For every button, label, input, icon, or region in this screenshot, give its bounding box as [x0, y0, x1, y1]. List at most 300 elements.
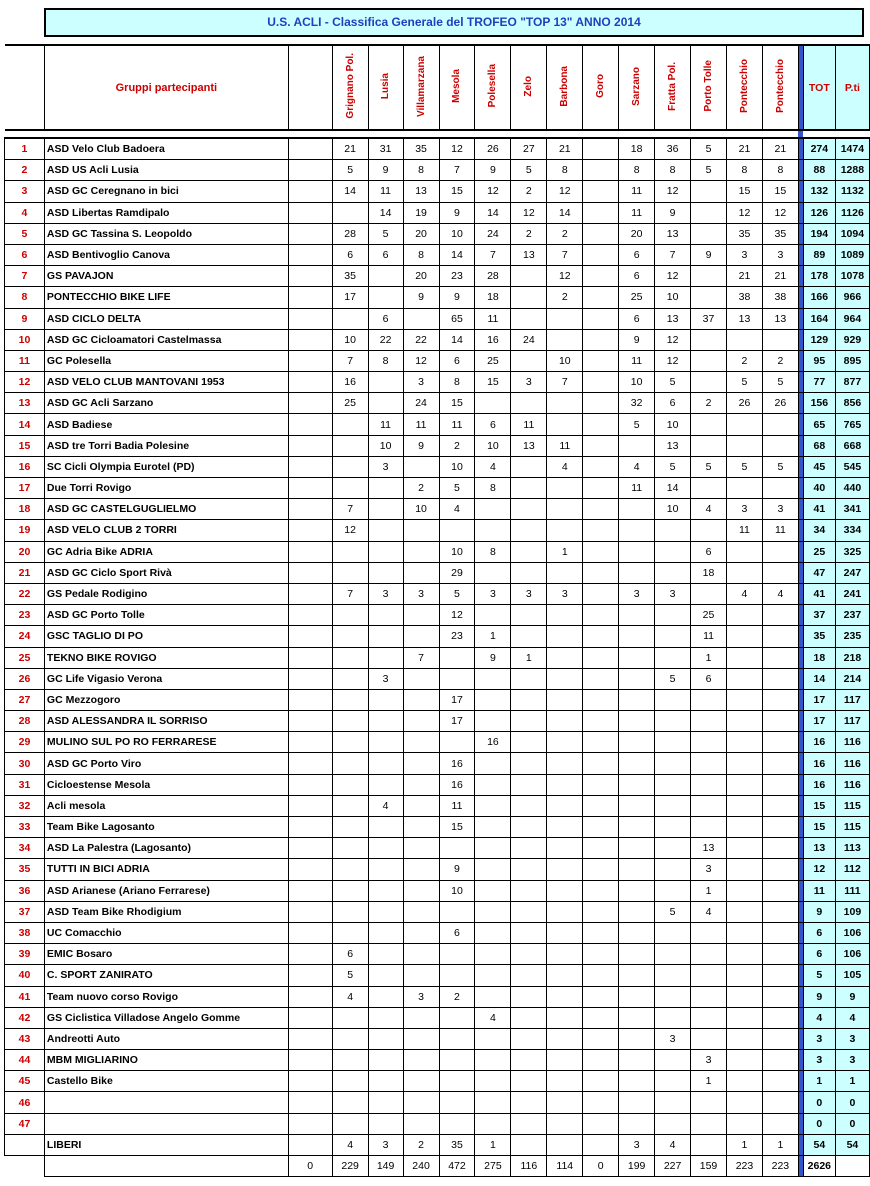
rank-cell: 23: [5, 605, 45, 626]
score-cell: 11: [439, 795, 475, 816]
points-cell: 765: [835, 414, 869, 435]
score-cell: [368, 753, 403, 774]
table-row: [5, 583, 870, 604]
score-cell: [368, 1028, 403, 1049]
team-name: ASD Bentivoglio Canova: [44, 244, 288, 265]
score-cell: [583, 562, 619, 583]
spacer-cell: [332, 130, 368, 138]
points-cell: 325: [835, 541, 869, 562]
score-cell: 21: [332, 138, 368, 160]
points-cell: 0: [835, 1092, 869, 1113]
score-cell: 4: [332, 986, 368, 1007]
score-cell: 9: [475, 160, 511, 181]
score-cell: 7: [403, 647, 439, 668]
table-row: [5, 1050, 870, 1071]
score-cell: [762, 1050, 798, 1071]
score-cell: [583, 901, 619, 922]
total-cell: 164: [803, 308, 835, 329]
score-cell: 12: [403, 350, 439, 371]
score-cell: [583, 859, 619, 880]
score-cell: 12: [547, 266, 583, 287]
header-row: [5, 45, 870, 130]
race-name: Lusia: [380, 72, 392, 100]
score-cell: [547, 393, 583, 414]
race-header: [619, 45, 655, 130]
score-cell: 14: [439, 329, 475, 350]
score-cell: 16: [332, 372, 368, 393]
score-cell: [691, 287, 727, 308]
total-cell: 274: [803, 138, 835, 160]
total-cell: 12: [803, 859, 835, 880]
points-cell: 668: [835, 435, 869, 456]
score-cell: [583, 668, 619, 689]
score-cell: [403, 1092, 439, 1113]
rank-cell: 20: [5, 541, 45, 562]
score-cell: 4: [475, 456, 511, 477]
score-cell: 3: [655, 583, 691, 604]
score-cell: 32: [619, 393, 655, 414]
score-cell: 4: [655, 1134, 691, 1155]
score-cell: [439, 1050, 475, 1071]
score-cell: [511, 520, 547, 541]
score-cell: [475, 774, 511, 795]
column-total: 114: [547, 1156, 583, 1177]
score-cell: [403, 944, 439, 965]
score-cell: [726, 626, 762, 647]
rank-cell: 8: [5, 287, 45, 308]
table-row: [5, 901, 870, 922]
score-cell: 1: [762, 1134, 798, 1155]
points-cell: 4: [835, 1007, 869, 1028]
score-cell: 5: [655, 372, 691, 393]
score-cell: [475, 1050, 511, 1071]
column-total: 240: [403, 1156, 439, 1177]
race-name: Goro: [595, 74, 607, 98]
points-cell: 1: [835, 1071, 869, 1092]
points-cell: 105: [835, 965, 869, 986]
team-name: ASD La Palestra (Lagosanto): [44, 838, 288, 859]
score-cell: [762, 1113, 798, 1134]
score-cell: 5: [691, 138, 727, 160]
score-cell: [403, 901, 439, 922]
team-name: Team Bike Lagosanto: [44, 817, 288, 838]
total-cell: 178: [803, 266, 835, 287]
total-cell: 41: [803, 583, 835, 604]
total-cell: 16: [803, 774, 835, 795]
total-cell: 37: [803, 605, 835, 626]
empty-cell: [288, 711, 332, 732]
score-cell: 3: [511, 583, 547, 604]
total-cell: 3: [803, 1028, 835, 1049]
score-cell: 14: [475, 202, 511, 223]
score-cell: [475, 1028, 511, 1049]
score-cell: 6: [619, 266, 655, 287]
team-name: GSC TAGLIO DI PO: [44, 626, 288, 647]
score-cell: [655, 520, 691, 541]
score-cell: [691, 1134, 727, 1155]
score-cell: [583, 711, 619, 732]
race-header: [583, 45, 619, 130]
score-cell: [691, 1028, 727, 1049]
score-cell: 6: [619, 244, 655, 265]
score-cell: 3: [368, 583, 403, 604]
score-cell: [547, 562, 583, 583]
score-cell: [511, 393, 547, 414]
score-cell: 2: [547, 287, 583, 308]
score-cell: [619, 1028, 655, 1049]
total-cell: 88: [803, 160, 835, 181]
score-cell: [511, 541, 547, 562]
points-cell: 235: [835, 626, 869, 647]
score-cell: [547, 732, 583, 753]
total-cell: 16: [803, 732, 835, 753]
race-name: Polesella: [487, 64, 499, 108]
empty-cell: [288, 1113, 332, 1134]
table-row: [5, 1092, 870, 1113]
score-cell: [655, 605, 691, 626]
team-name: LIBERI: [44, 1134, 288, 1155]
score-cell: 25: [332, 393, 368, 414]
table-row: [5, 138, 870, 160]
race-name: Barbona: [559, 65, 571, 107]
rank-cell: 33: [5, 817, 45, 838]
score-cell: [655, 880, 691, 901]
spacer-cell: [475, 130, 511, 138]
score-cell: 2: [439, 986, 475, 1007]
score-cell: [583, 880, 619, 901]
rank-cell: 1: [5, 138, 45, 160]
score-cell: [511, 859, 547, 880]
score-cell: [511, 838, 547, 859]
points-cell: 3: [835, 1028, 869, 1049]
score-cell: [583, 732, 619, 753]
rank-cell: 29: [5, 732, 45, 753]
table-row: [5, 711, 870, 732]
score-cell: 3: [726, 499, 762, 520]
table-row: [5, 838, 870, 859]
score-cell: [762, 795, 798, 816]
score-cell: 35: [332, 266, 368, 287]
empty-cell: [288, 1092, 332, 1113]
rank-cell: 13: [5, 393, 45, 414]
score-cell: [403, 880, 439, 901]
score-cell: [655, 838, 691, 859]
score-cell: 10: [655, 287, 691, 308]
score-cell: [547, 1134, 583, 1155]
score-cell: 35: [439, 1134, 475, 1155]
race-header: [511, 45, 547, 130]
score-cell: [475, 1092, 511, 1113]
score-cell: [619, 668, 655, 689]
score-cell: [547, 478, 583, 499]
score-cell: [511, 499, 547, 520]
score-cell: 9: [403, 435, 439, 456]
score-cell: 29: [439, 562, 475, 583]
header-spacer: [5, 45, 45, 130]
score-cell: 15: [475, 372, 511, 393]
score-cell: 4: [691, 901, 727, 922]
spacer-cell: [511, 130, 547, 138]
score-cell: [332, 541, 368, 562]
score-cell: 35: [762, 223, 798, 244]
score-cell: 11: [368, 414, 403, 435]
score-cell: [511, 1092, 547, 1113]
score-cell: [511, 1071, 547, 1092]
team-name: GC Adria Bike ADRIA: [44, 541, 288, 562]
total-cell: 14: [803, 668, 835, 689]
score-cell: [619, 859, 655, 880]
score-cell: [691, 795, 727, 816]
points-cell: 112: [835, 859, 869, 880]
points-cell: 877: [835, 372, 869, 393]
score-cell: [655, 965, 691, 986]
score-cell: [368, 944, 403, 965]
totals-row: [5, 1156, 870, 1177]
score-cell: 10: [439, 541, 475, 562]
score-cell: 13: [726, 308, 762, 329]
score-cell: [332, 711, 368, 732]
score-cell: 5: [691, 456, 727, 477]
total-cell: 156: [803, 393, 835, 414]
score-cell: [691, 329, 727, 350]
score-cell: [619, 626, 655, 647]
total-cell: 25: [803, 541, 835, 562]
score-cell: 6: [368, 244, 403, 265]
team-name: ASD GC Ciclo Sport Rivà: [44, 562, 288, 583]
points-cell: 115: [835, 817, 869, 838]
score-cell: [368, 499, 403, 520]
score-cell: 7: [475, 244, 511, 265]
score-cell: [726, 753, 762, 774]
race-header: [547, 45, 583, 130]
score-cell: [368, 393, 403, 414]
score-cell: [403, 859, 439, 880]
score-cell: 3: [368, 456, 403, 477]
score-cell: [511, 711, 547, 732]
standings-table: [4, 44, 870, 1177]
score-cell: 5: [439, 478, 475, 499]
score-cell: [726, 689, 762, 710]
score-cell: 6: [439, 922, 475, 943]
score-cell: [583, 1134, 619, 1155]
total-cell: 0: [803, 1113, 835, 1134]
score-cell: 11: [511, 414, 547, 435]
points-cell: 237: [835, 605, 869, 626]
table-row: [5, 181, 870, 202]
score-cell: [619, 880, 655, 901]
score-cell: 3: [619, 583, 655, 604]
score-cell: 12: [511, 202, 547, 223]
empty-cell: [288, 287, 332, 308]
score-cell: 12: [726, 202, 762, 223]
score-cell: 65: [439, 308, 475, 329]
column-total: 199: [619, 1156, 655, 1177]
score-cell: [762, 965, 798, 986]
score-cell: 27: [511, 138, 547, 160]
spacer-cell: [619, 130, 655, 138]
rank-cell: 28: [5, 711, 45, 732]
score-cell: [368, 689, 403, 710]
score-cell: [475, 944, 511, 965]
table-row: [5, 266, 870, 287]
score-cell: 5: [332, 160, 368, 181]
race-header: [368, 45, 403, 130]
points-cell: 54: [835, 1134, 869, 1155]
score-cell: [511, 456, 547, 477]
score-cell: [762, 647, 798, 668]
score-cell: [547, 944, 583, 965]
score-cell: [726, 859, 762, 880]
team-name: ASD tre Torri Badia Polesine: [44, 435, 288, 456]
points-cell: 1132: [835, 181, 869, 202]
score-cell: 4: [368, 795, 403, 816]
score-cell: [655, 986, 691, 1007]
score-cell: [619, 1007, 655, 1028]
empty-cell: [288, 223, 332, 244]
total-cell: 40: [803, 478, 835, 499]
race-header: [403, 45, 439, 130]
score-cell: 11: [547, 435, 583, 456]
score-cell: [475, 838, 511, 859]
score-cell: [332, 308, 368, 329]
score-cell: [655, 817, 691, 838]
total-cell: 194: [803, 223, 835, 244]
score-cell: [691, 266, 727, 287]
score-cell: [332, 859, 368, 880]
score-cell: [583, 583, 619, 604]
points-cell: 111: [835, 880, 869, 901]
team-name: ASD Libertas Ramdipalo: [44, 202, 288, 223]
score-cell: 15: [439, 817, 475, 838]
score-cell: 6: [691, 668, 727, 689]
rank-cell: 2: [5, 160, 45, 181]
rank-cell: 39: [5, 944, 45, 965]
total-cell: 166: [803, 287, 835, 308]
score-cell: [511, 1028, 547, 1049]
score-cell: [439, 668, 475, 689]
column-total: 275: [475, 1156, 511, 1177]
empty-cell: [288, 414, 332, 435]
team-name: MULINO SUL PO RO FERRARESE: [44, 732, 288, 753]
score-cell: 11: [619, 478, 655, 499]
score-cell: 3: [475, 583, 511, 604]
score-cell: [726, 1007, 762, 1028]
score-cell: 17: [439, 689, 475, 710]
score-cell: [332, 838, 368, 859]
points-cell: 966: [835, 287, 869, 308]
race-name: Mesola: [451, 69, 463, 103]
team-name: ASD Velo Club Badoera: [44, 138, 288, 160]
empty-cell: [288, 583, 332, 604]
empty-cell: [288, 520, 332, 541]
score-cell: [726, 1050, 762, 1071]
score-cell: [619, 1092, 655, 1113]
score-cell: 3: [368, 668, 403, 689]
score-cell: [583, 414, 619, 435]
score-cell: [332, 880, 368, 901]
score-cell: [619, 541, 655, 562]
rank-cell: 3: [5, 181, 45, 202]
score-cell: [368, 986, 403, 1007]
score-cell: [475, 922, 511, 943]
team-name: EMIC Bosaro: [44, 944, 288, 965]
total-cell: 17: [803, 689, 835, 710]
score-cell: 8: [726, 160, 762, 181]
empty-cell: [288, 922, 332, 943]
points-cell: 440: [835, 478, 869, 499]
score-cell: 5: [619, 414, 655, 435]
table-row: [5, 350, 870, 371]
score-cell: [726, 880, 762, 901]
score-cell: [547, 668, 583, 689]
page-title: U.S. ACLI - Classifica Generale del TROFEO "TOP 13" ANNO 2014: [44, 8, 864, 37]
table-row: [5, 499, 870, 520]
score-cell: [583, 202, 619, 223]
score-cell: 7: [439, 160, 475, 181]
column-total: 223: [762, 1156, 798, 1177]
score-cell: [511, 1113, 547, 1134]
score-cell: 2: [511, 181, 547, 202]
table-row: [5, 287, 870, 308]
score-cell: 11: [403, 414, 439, 435]
score-cell: [547, 711, 583, 732]
score-cell: [583, 287, 619, 308]
empty-cell: [288, 965, 332, 986]
total-cell: 68: [803, 435, 835, 456]
score-cell: [368, 1050, 403, 1071]
score-cell: 16: [475, 732, 511, 753]
score-cell: 16: [475, 329, 511, 350]
empty-cell: [288, 774, 332, 795]
score-cell: 2: [762, 350, 798, 371]
team-name: TEKNO BIKE ROVIGO: [44, 647, 288, 668]
score-cell: [475, 817, 511, 838]
score-cell: [332, 1113, 368, 1134]
score-cell: 11: [619, 202, 655, 223]
score-cell: 12: [332, 520, 368, 541]
score-cell: [655, 562, 691, 583]
score-cell: [762, 414, 798, 435]
score-cell: [332, 202, 368, 223]
score-cell: [655, 711, 691, 732]
points-cell: 106: [835, 922, 869, 943]
score-cell: [655, 541, 691, 562]
score-cell: [511, 774, 547, 795]
score-cell: [762, 1092, 798, 1113]
score-cell: [403, 753, 439, 774]
total-cell: 95: [803, 350, 835, 371]
total-cell: 6: [803, 922, 835, 943]
score-cell: 20: [403, 266, 439, 287]
score-cell: [762, 562, 798, 583]
score-cell: [439, 647, 475, 668]
score-cell: [511, 1134, 547, 1155]
score-cell: [475, 562, 511, 583]
table-row: [5, 795, 870, 816]
points-cell: 1288: [835, 160, 869, 181]
rank-cell: 37: [5, 901, 45, 922]
table-row: [5, 520, 870, 541]
score-cell: [583, 308, 619, 329]
score-cell: [439, 965, 475, 986]
rank-cell: 43: [5, 1028, 45, 1049]
score-cell: [655, 1007, 691, 1028]
total-cell: 3: [803, 1050, 835, 1071]
score-cell: [403, 541, 439, 562]
table-row: [5, 922, 870, 943]
score-cell: [439, 1007, 475, 1028]
score-cell: 10: [332, 329, 368, 350]
